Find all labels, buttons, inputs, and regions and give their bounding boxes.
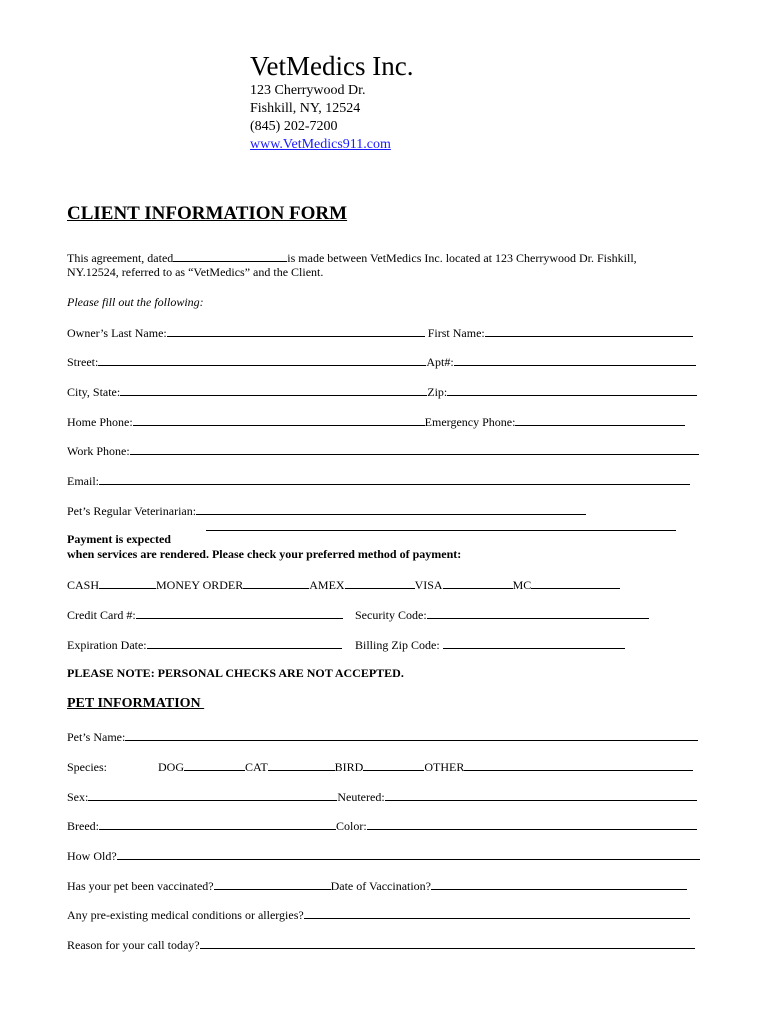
- emergency-phone-label: Emergency Phone:: [424, 415, 516, 429]
- credit-card-row: [67, 607, 343, 623]
- instruction-text: Please fill out the following:: [67, 295, 204, 309]
- dog-checkbox-line[interactable]: [184, 759, 245, 771]
- home-phone-label: Home Phone:: [67, 415, 133, 429]
- city-row: [67, 384, 697, 400]
- sex-row: [67, 789, 697, 805]
- neutered-field[interactable]: [385, 789, 697, 801]
- security-code-label: Security Code:: [355, 608, 427, 622]
- money-order-label: MONEY ORDER: [156, 578, 244, 592]
- mc-label: MC: [512, 578, 532, 592]
- breed-row: [67, 818, 697, 834]
- email-row: [67, 473, 690, 489]
- agreement-text-1: This agreement, dated: [67, 251, 174, 265]
- regular-vet-label: Pet’s Regular Veterinarian:: [67, 504, 197, 518]
- cash-label: CASH: [67, 578, 100, 592]
- agreement-line-1: [67, 250, 637, 266]
- billing-zip-field[interactable]: [443, 637, 625, 649]
- city-state-field[interactable]: [120, 384, 427, 396]
- pet-section-title: PET INFORMATION: [67, 696, 205, 711]
- other-field[interactable]: [464, 759, 693, 771]
- conditions-label: Any pre-existing medical conditions or allergies?: [67, 908, 304, 922]
- cat-checkbox-line[interactable]: [268, 759, 335, 771]
- form-title: CLIENT INFORMATION FORM: [67, 203, 348, 224]
- pet-name-field[interactable]: [125, 729, 698, 741]
- sex-label: Sex:: [67, 790, 89, 804]
- how-old-label: How Old?: [67, 849, 117, 863]
- species-row: [67, 759, 693, 775]
- security-code-row: [355, 607, 649, 623]
- visa-checkbox-line[interactable]: [443, 577, 513, 589]
- name-row: [67, 325, 693, 341]
- reason-row: [67, 937, 695, 953]
- expiration-label: Expiration Date:: [67, 638, 147, 652]
- agreement-text-2: is made between VetMedics Inc. located at 123 Cherrywood Dr. Fishkill,: [287, 251, 637, 265]
- work-phone-row: [67, 443, 699, 459]
- last-name-field[interactable]: [167, 325, 425, 337]
- regular-vet-field[interactable]: [196, 503, 586, 515]
- pet-name-label: Pet’s Name:: [67, 730, 126, 744]
- reason-field[interactable]: [200, 937, 695, 949]
- website-link[interactable]: www.VetMedics911.com: [250, 137, 391, 152]
- billing-zip-label: Billing Zip Code:: [355, 638, 440, 652]
- regular-vet-field-line-2[interactable]: [206, 530, 676, 531]
- payment-line-1: Payment is expected: [67, 532, 171, 546]
- color-field[interactable]: [367, 818, 697, 830]
- breed-field[interactable]: [99, 818, 336, 830]
- address-line-1: 123 Cherrywood Dr.: [250, 83, 366, 98]
- amex-checkbox-line[interactable]: [345, 577, 415, 589]
- expiration-row: [67, 637, 342, 653]
- credit-card-label: Credit Card #:: [67, 608, 136, 622]
- bird-label: BIRD: [334, 760, 364, 774]
- cat-label: CAT: [245, 760, 268, 774]
- address-line-2: Fishkill, NY, 12524: [250, 101, 361, 116]
- payment-line-2: when services are rendered. Please check your preferred method of payment:: [67, 547, 462, 561]
- work-phone-label: Work Phone:: [67, 444, 130, 458]
- payment-methods-row: [67, 577, 620, 593]
- neutered-label: Neutered:: [337, 790, 385, 804]
- vaccination-date-field[interactable]: [431, 878, 687, 890]
- street-label: Street:: [67, 355, 99, 369]
- work-phone-field[interactable]: [130, 443, 699, 455]
- street-field[interactable]: [98, 354, 426, 366]
- home-phone-field[interactable]: [133, 414, 425, 426]
- cash-checkbox-line[interactable]: [99, 577, 156, 589]
- checks-note: PLEASE NOTE: PERSONAL CHECKS ARE NOT ACCEPTED.: [67, 666, 404, 680]
- money-order-checkbox-line[interactable]: [243, 577, 309, 589]
- company-name: VetMedics Inc.: [250, 51, 414, 81]
- mc-checkbox-line[interactable]: [531, 577, 620, 589]
- other-label: OTHER: [424, 760, 465, 774]
- security-code-field[interactable]: [427, 607, 649, 619]
- how-old-field[interactable]: [117, 848, 700, 860]
- credit-card-field[interactable]: [136, 607, 343, 619]
- last-name-label: Owner’s Last Name:: [67, 326, 167, 340]
- vaccination-row: [67, 878, 687, 894]
- city-state-label: City, State:: [67, 385, 121, 399]
- zip-label: Zip:: [427, 385, 448, 399]
- phone-number: (845) 202-7200: [250, 119, 338, 134]
- species-label: Species:: [67, 760, 107, 774]
- visa-label: VISA: [414, 578, 443, 592]
- agreement-line-2: NY.12524, referred to as “VetMedics” and the Client.: [67, 265, 324, 279]
- agreement-date-field[interactable]: [173, 250, 287, 262]
- apt-field[interactable]: [454, 354, 696, 366]
- zip-field[interactable]: [447, 384, 697, 396]
- first-name-label: First Name:: [427, 326, 485, 340]
- pet-name-row: [67, 729, 698, 745]
- apt-label: Apt#:: [426, 355, 454, 369]
- age-row: [67, 848, 700, 864]
- conditions-row: [67, 907, 690, 923]
- amex-label: AMEX: [309, 578, 345, 592]
- bird-checkbox-line[interactable]: [363, 759, 424, 771]
- company-header: [250, 50, 413, 154]
- email-label: Email:: [67, 474, 99, 488]
- expiration-field[interactable]: [147, 637, 342, 649]
- vaccinated-field[interactable]: [214, 878, 331, 890]
- vaccination-date-label: Date of Vaccination?: [330, 879, 432, 893]
- email-field[interactable]: [99, 473, 690, 485]
- street-row: [67, 354, 696, 370]
- vaccinated-label: Has your pet been vaccinated?: [67, 879, 214, 893]
- phone-row: [67, 414, 685, 430]
- sex-field[interactable]: [88, 789, 337, 801]
- billing-zip-row: [355, 637, 625, 653]
- breed-label: Breed:: [67, 819, 99, 833]
- emergency-phone-field[interactable]: [515, 414, 685, 426]
- vet-row: [67, 503, 586, 519]
- dog-label: DOG: [158, 760, 184, 774]
- conditions-field[interactable]: [304, 907, 690, 919]
- color-label: Color:: [336, 819, 367, 833]
- first-name-field[interactable]: [485, 325, 693, 337]
- reason-label: Reason for your call today?: [67, 938, 200, 952]
